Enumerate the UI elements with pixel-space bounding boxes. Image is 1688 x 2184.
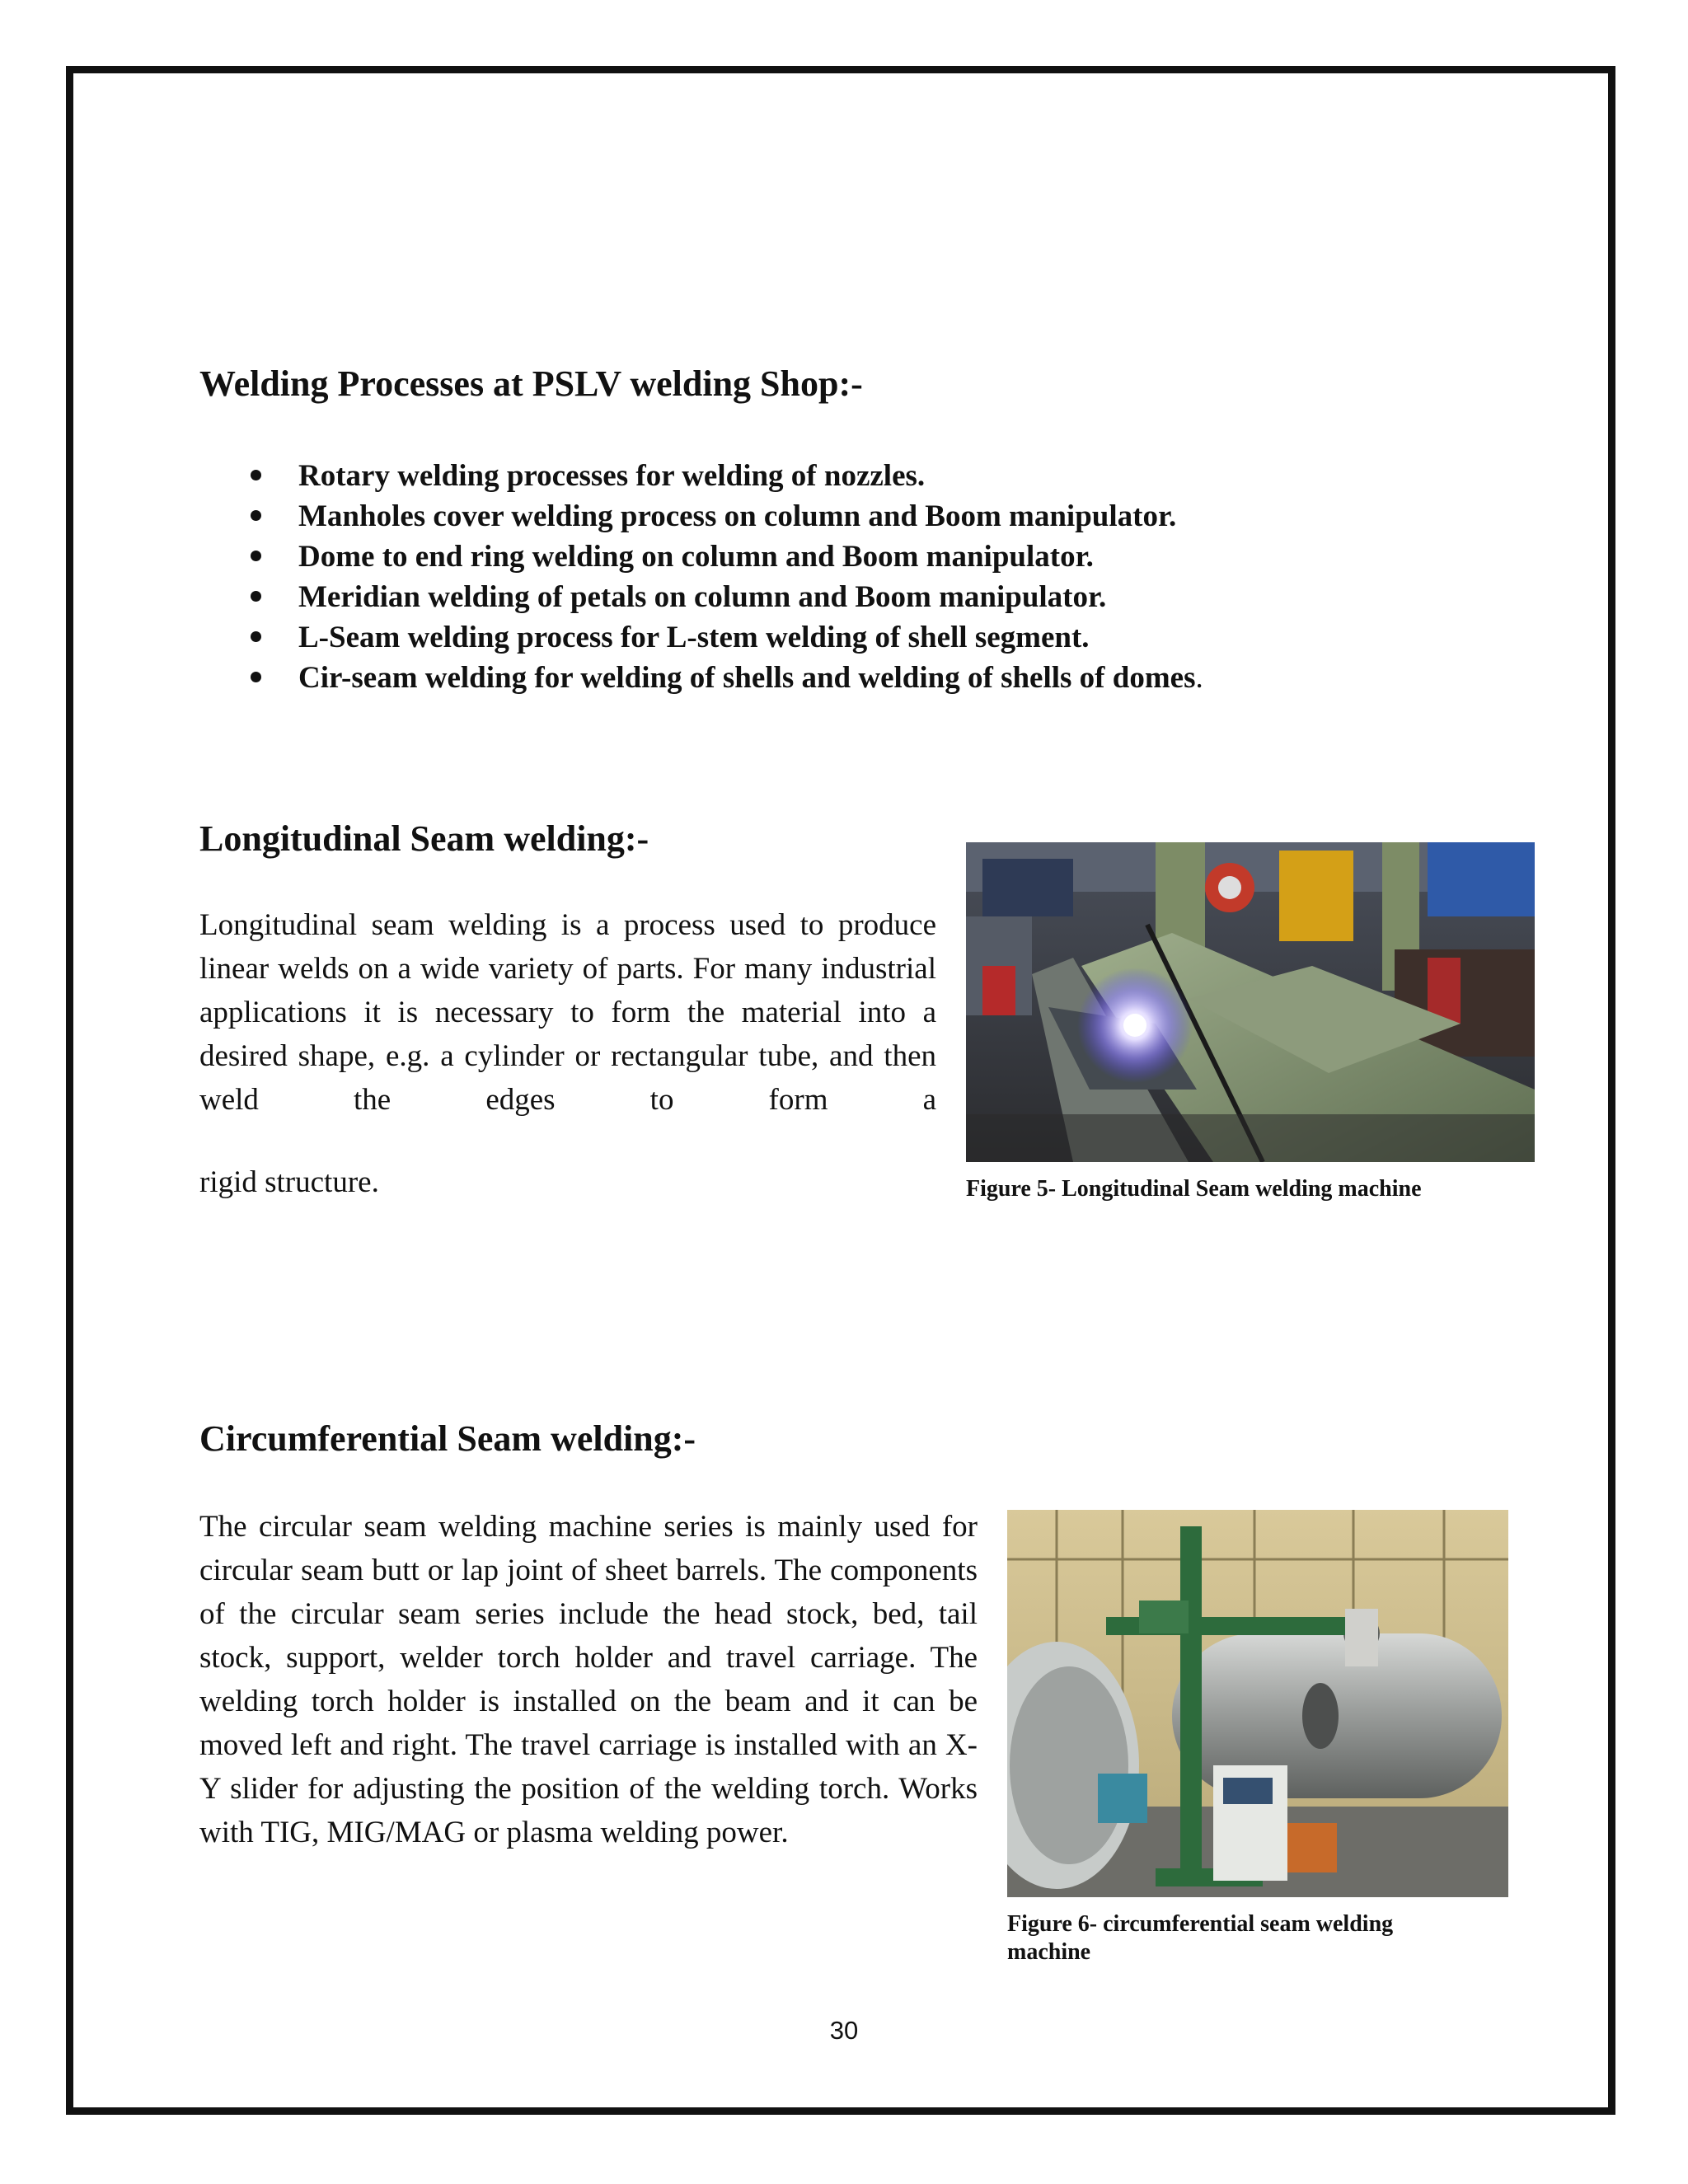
list-item-text: Rotary welding processes for welding of nozzles. (298, 459, 926, 493)
bullet-icon (251, 672, 261, 682)
list-item (199, 496, 1203, 537)
bullet-icon (251, 551, 261, 561)
list-item (199, 617, 1203, 658)
bullet-icon (251, 510, 261, 521)
list-item (199, 537, 1203, 577)
bullet-icon (251, 470, 261, 480)
page-number: 30 (829, 2016, 859, 2045)
longitudinal-seam-welding-photo (966, 842, 1535, 1162)
section-heading-welding-processes: Welding Processes at PSLV welding Shop:- (199, 363, 863, 404)
figure-6-caption: Figure 6- circumferential seam welding machine (1007, 1911, 1394, 1965)
figure-5-caption: Figure 5- Longitudinal Seam welding machine (966, 1176, 1422, 1202)
circumferential-seam-welding-photo (1007, 1510, 1508, 1897)
section-heading-longitudinal-seam: Longitudinal Seam welding:- (199, 818, 649, 859)
bullet-icon (251, 631, 261, 642)
list-item (199, 577, 1203, 617)
list-item-text: L-Seam welding process for L-stem welding of shell segment. (298, 621, 1090, 654)
list-item-text: Dome to end ring welding on column and Boom manipulator. (298, 540, 1094, 574)
list-item (199, 658, 1203, 698)
list-item-text: Meridian welding of petals on column and Boom manipulator. (298, 580, 1107, 614)
list-item-text: Cir-seam welding for welding of shells and welding of shells of domes (298, 661, 1196, 695)
longitudinal-seam-paragraph: Longitudinal seam welding is a process used to produce linear welds on a wide variety of parts. For many industrial applications it is necessary to form the material into a desired shape, e.g. a cylinder or rectangular tube, and then weld the edges to form a (199, 908, 936, 1117)
section-heading-circumferential-seam: Circumferential Seam welding:- (199, 1418, 696, 1459)
list-item-text: Manholes cover welding process on column and Boom manipulator. (298, 499, 1177, 533)
welding-processes-list (199, 456, 1203, 698)
longitudinal-seam-paragraph-tail: rigid structure. (199, 1165, 379, 1199)
list-item (199, 456, 1203, 496)
bullet-icon (251, 591, 261, 602)
list-item-period: . (1195, 661, 1203, 695)
circumferential-seam-paragraph: The circular seam welding machine series is mainly used for circular seam butt or lap joint of sheet barrels. The components of the circular seam series include the head stock, bed, tail stock, support, welder torch holder and travel carriage. The welding torch holder is installed on the beam and it can be moved left and right. The travel carriage is installed with an X-Y slider for adjusting the position of the welding torch. Works with TIG, MIG/MAG or plasma welding power. (199, 1510, 978, 1849)
